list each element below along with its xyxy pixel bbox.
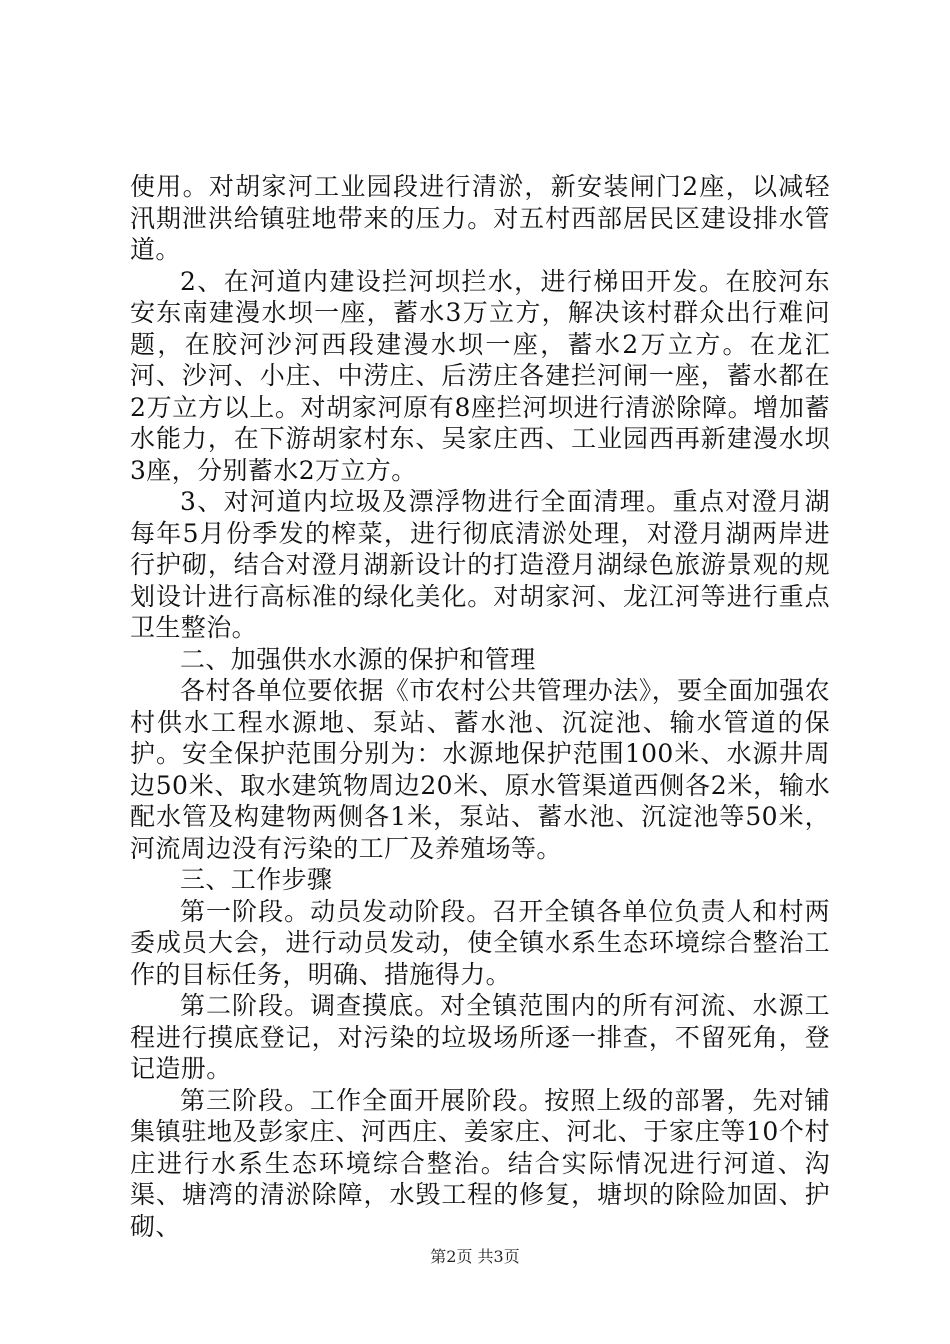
paragraph-stage-3: 第三阶段。工作全面开展阶段。按照上级的部署，先对铺集镇驻地及彭家庄、河西庄、姜家庄、河北、于家庄等10个村庄进行水系生态环境综合整治。结合实际情况进行河道、沟渠、塘湾的清淤除障，水毁工程的修复，塘坝的除险加固、护砌、	[130, 1085, 830, 1241]
paragraph-item-3: 3、对河道内垃圾及漂浮物进行全面清理。重点对澄月湖每年5月份季发的榨菜，进行彻底清淤处理，对澄月湖两岸进行护砌，结合对澄月湖新设计的打造澄月湖绿色旅游景观的规划设计进行高标准的绿化美化。对胡家河、龙江河等进行重点卫生整治。	[130, 487, 830, 642]
document-body	[130, 171, 830, 1242]
paragraph-continuation: 使用。对胡家河工业园段进行清淤，新安装闸门2座，以减轻汛期泄洪给镇驻地带来的压力。对五村西部居民区建设排水管道。	[130, 172, 830, 264]
paragraph-stage-2: 第二阶段。调查摸底。对全镇范围内的所有河流、水源工程进行摸底登记，对污染的垃圾场所逐一排查，不留死角，登记造册。	[130, 991, 830, 1083]
page-footer: 第2页 共3页	[430, 1247, 520, 1266]
paragraph-water-source-protection: 各村各单位要依据《市农村公共管理办法》，要全面加强农村供水工程水源地、泵站、蓄水池、沉淀池、输水管道的保护。安全保护范围分别为：水源地保护范围100米、水源井周边50米、取水建筑物周边20米、原水管渠道西侧各2米，输水配水管及构建物两侧各1米，泵站、蓄水池、沉淀池等50米，河流周边没有污染的工厂及养殖场等。	[130, 676, 830, 863]
paragraph-item-2: 2、在河道内建设拦河坝拦水，进行梯田开发。在胶河东安东南建漫水坝一座，蓄水3万立方，解决该村群众出行难问题，在胶河沙河西段建漫水坝一座，蓄水2万立方。在龙汇河、沙河、小庄、中涝庄、后涝庄各建拦河闸一座，蓄水都在2万立方以上。对胡家河原有8座拦河坝进行清淤除障。增加蓄水能力，在下游胡家村东、吴家庄西、工业园西再新建漫水坝3座，分别蓄水2万立方。	[130, 266, 830, 485]
section-heading-2: 二、加强供水水源的保护和管理	[180, 644, 536, 674]
section-heading-3: 三、工作步骤	[180, 865, 333, 894]
paragraph-stage-1: 第一阶段。动员发动阶段。召开全镇各单位负责人和村两委成员大会，进行动员发动，使全镇水系生态环境综合整治工作的目标任务，明确、措施得力。	[130, 896, 830, 989]
